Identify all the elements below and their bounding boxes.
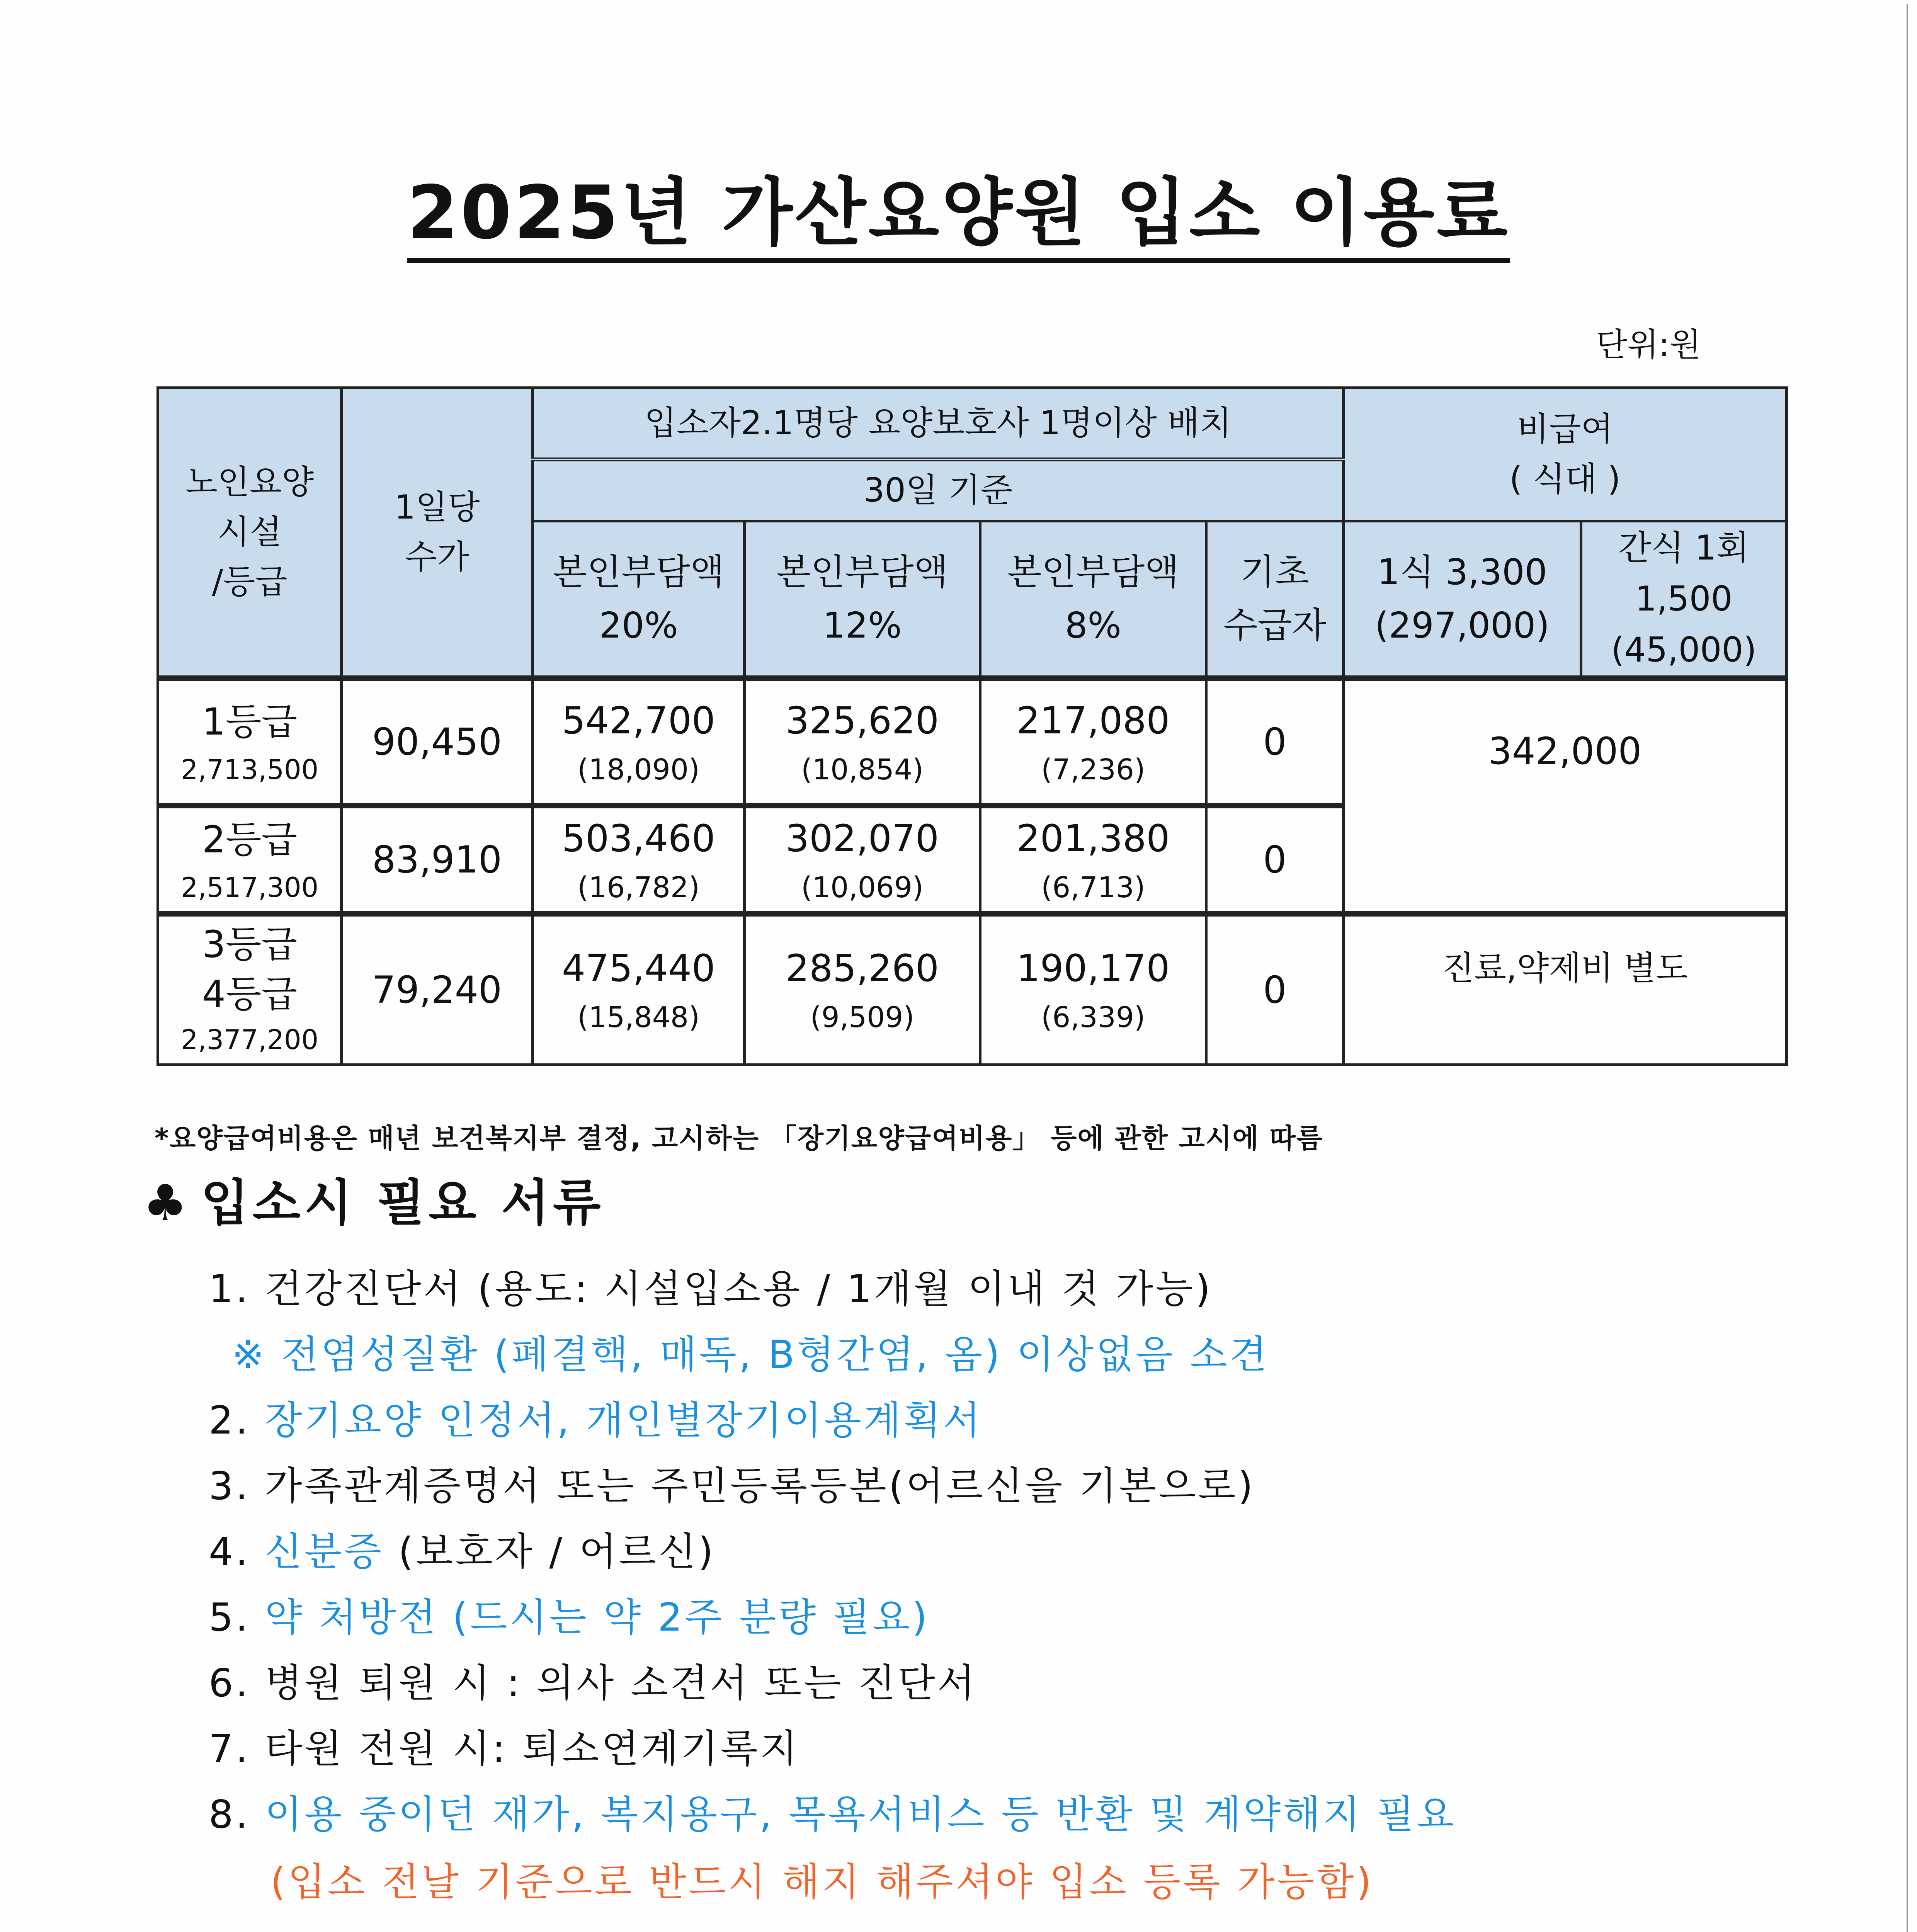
header-snack: 간식 1회 1,500 (45,000): [1581, 521, 1787, 679]
header-copay-12: 본인부담액 12%: [745, 521, 980, 679]
list-item: 6. 병원 퇴원 시 : 의사 소견서 또는 진단서: [209, 1660, 977, 1706]
copay-20-cell: 542,700 (18,090): [533, 678, 745, 806]
page-title: 2025년 가산요양원 입소 이용료: [0, 170, 1917, 263]
basic-recipient-cell: 0: [1206, 678, 1344, 806]
list-item: 7. 타원 전원 시: 퇴소연계기록지: [209, 1726, 800, 1771]
unit-label: 단위:원: [1596, 326, 1701, 364]
list-item: ※ 전염성질환 (폐결핵, 매독, B형간염, 옴) 이상없음 소견: [232, 1332, 1269, 1377]
list-item: 8. 이용 중이던 재가, 복지용구, 목욕서비스 등 반환 및 계약해지 필요: [209, 1792, 1456, 1837]
copay-12-cell: 285,260 (9,509): [745, 914, 980, 1065]
header-meal: 1식 3,300 (297,000): [1344, 521, 1581, 679]
basic-recipient-cell: 0: [1206, 806, 1344, 914]
header-basic-recipient: 기초 수급자: [1206, 521, 1344, 679]
list-item: 3. 가족관계증명서 또는 주민등록등본(어르신을 기본으로): [209, 1463, 1255, 1509]
table-row: [158, 914, 1787, 1065]
table-row: [158, 678, 1787, 806]
grade-cell: 3등급 4등급 2,377,200: [158, 914, 342, 1065]
daily-fee-cell: 90,450: [342, 678, 533, 806]
header-copay-8: 본인부담액 8%: [980, 521, 1206, 679]
grade-cell: 1등급 2,713,500: [158, 678, 342, 806]
header-facility: 노인요양 시설 /등급: [158, 388, 342, 679]
copay-20-cell: 475,440 (15,848): [533, 914, 745, 1065]
club-icon: ♣: [143, 1174, 191, 1232]
list-item: 1. 건강진단서 (용도: 시설입소용 / 1개월 이내 것 가능): [209, 1266, 1213, 1311]
list-item: (입소 전날 기준으로 반드시 해지 해주셔야 입소 등록 가능함): [270, 1859, 1374, 1905]
header-copay-20: 본인부담액 20%: [533, 521, 745, 679]
fee-table: [156, 386, 1788, 1066]
copay-8-cell: 217,080 (7,236): [980, 678, 1206, 806]
copay-8-cell: 201,380 (6,713): [980, 806, 1206, 914]
notice-text: *요양급여비용은 매년 보건복지부 결정, 고시하는 「장기요양급여비용」 등에 관한 고시에 따름: [155, 1122, 1323, 1154]
header-staffing: 입소자2.1명당 요양보호사 1명이상 배치: [533, 388, 1344, 459]
daily-fee-cell: 79,240: [342, 914, 533, 1065]
separate-cost-note: 진료,약제비 별도: [1344, 914, 1787, 1065]
copay-12-cell: 325,620 (10,854): [745, 678, 980, 806]
header-nonbenefit: 비급여 ( 식대 ): [1344, 388, 1787, 521]
grade-cell: 2등급 2,517,300: [158, 806, 342, 914]
list-item: 4. 신분증 (보호자 / 어르신): [209, 1529, 716, 1574]
list-item: 5. 약 처방전 (드시는 약 2주 분량 필요): [209, 1595, 930, 1640]
daily-fee-cell: 83,910: [342, 806, 533, 914]
nonbenefit-total-cell: 342,000: [1344, 678, 1787, 914]
list-item: 2. 장기요양 인정서, 개인별장기이용계획서: [209, 1398, 983, 1443]
living-section-heading: [143, 1926, 480, 1932]
header-basis: 30일 기준: [533, 459, 1344, 521]
copay-20-cell: 503,460 (16,782): [533, 806, 745, 914]
copay-8-cell: 190,170 (6,339): [980, 914, 1206, 1065]
basic-recipient-cell: 0: [1206, 914, 1344, 1065]
docs-section-heading: ♣ 입소시 필요 서류: [143, 1174, 605, 1232]
header-daily-fee: 1일당 수가: [342, 388, 533, 679]
copay-12-cell: 302,070 (10,069): [745, 806, 980, 914]
